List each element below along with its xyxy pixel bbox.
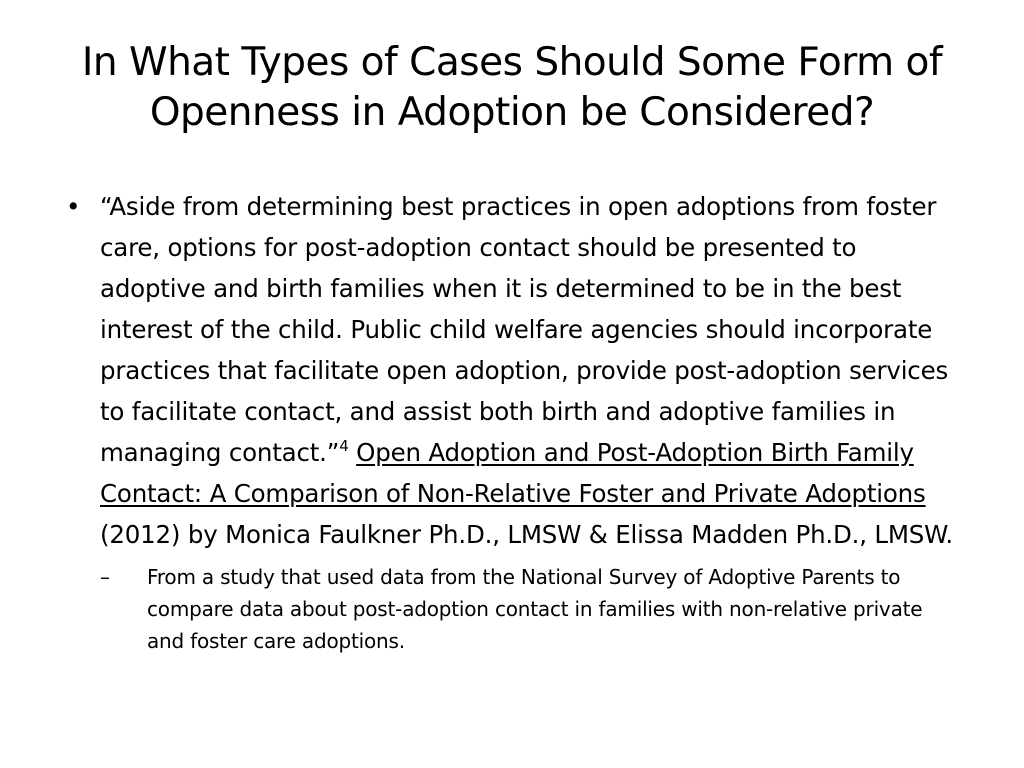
slide-title: In What Types of Cases Should Some Form of Openness in Adoption be Considered?	[81, 40, 943, 135]
sub-bullet-item	[100, 561, 947, 657]
quote-text: “Aside from determining best practices in open adoptions from foster care, options for post-adoption contact should be presented to adoptive and birth families when it is determined to be in the best interest of the child. Public child welfare agencies should incorporate practices that facilitate open adoption, provide post-adoption services to facilitate contact, and assist both birth and adoptive families in managing contact.”	[100, 192, 949, 467]
citation-title: Open Adoption and Post-Adoption Birth Family Contact: A Comparison of Non-Relative Foster and Private Adoptions	[100, 438, 926, 508]
sub-bullet-text: From a study that used data from the National Survey of Adoptive Parents to compare data about post-adoption contact in families with non-relative private and foster care adoptions.	[147, 565, 923, 653]
bullet-marker: •	[66, 192, 81, 221]
bullet-item	[60, 186, 960, 555]
footnote-marker: 4	[339, 437, 349, 455]
citation-details: (2012) by Monica Faulkner Ph.D., LMSW & Elissa Madden Ph.D., LMSW.	[100, 520, 953, 549]
sub-bullet-marker: –	[100, 565, 110, 589]
slide-body	[60, 186, 960, 657]
